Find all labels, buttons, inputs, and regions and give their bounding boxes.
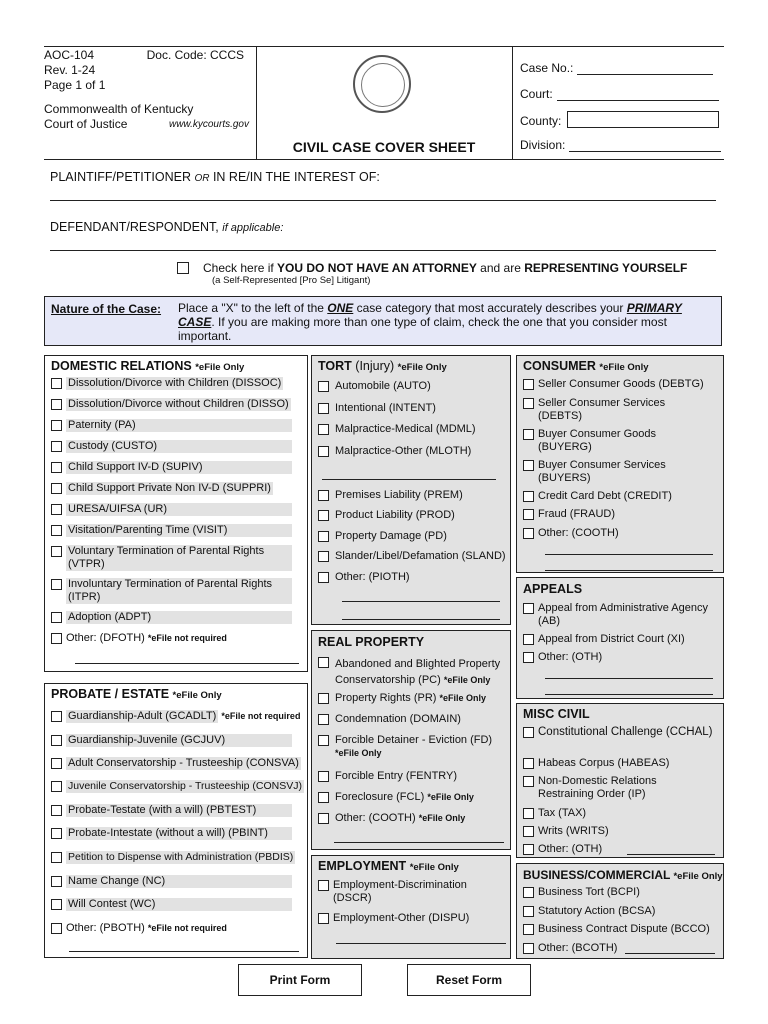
pboth-checkbox[interactable] <box>51 923 62 934</box>
ip-checkbox[interactable] <box>523 776 534 787</box>
pioth-input[interactable] <box>342 600 500 602</box>
reset-form-button[interactable]: Reset Form <box>407 964 531 996</box>
checkbox-label: Other: (OTH) <box>538 651 603 663</box>
pro-se-note: (a Self-Represented [Pro Se] Litigant) <box>212 275 371 286</box>
section-title: BUSINESS/COMMERCIAL *eFile Only <box>523 868 723 882</box>
checkbox-label: Employment-Other (DISPU) <box>333 912 470 924</box>
checkbox-label: Statutory Action (BCSA) <box>538 905 656 917</box>
writs-checkbox[interactable] <box>523 826 534 837</box>
checkbox-label: Probate-Testate (with a will) (PBTEST) <box>66 804 292 817</box>
page-count: Page 1 of 1 <box>44 78 106 92</box>
dispu-checkbox[interactable] <box>318 913 329 924</box>
checkbox-label: Adoption (ADPT) <box>66 611 292 624</box>
checkbox-label: Other: (DFOTH) <box>66 632 145 644</box>
fraud-checkbox[interactable] <box>523 509 534 520</box>
checkbox-label: Business Contract Dispute (BCCO) <box>538 923 710 935</box>
section-title: TORT (Injury) *eFile Only <box>318 359 447 373</box>
checkbox-label: Probate-Intestate (without a will) (PBINT) <box>66 827 292 840</box>
buyers-checkbox[interactable] <box>523 460 534 471</box>
checkbox-label: Business Tort (BCPI) <box>538 886 640 898</box>
checkbox-label: Forcible Detainer - Eviction (FD) *eFile Only <box>335 734 493 758</box>
kentucky-seal <box>353 55 411 113</box>
checkbox-label: Child Support Private Non IV-D (SUPPRI) <box>68 482 271 494</box>
pbdis-checkbox[interactable] <box>51 852 62 863</box>
domestic-relations-section <box>44 355 308 672</box>
case-number-field[interactable]: Case No.: <box>520 61 713 75</box>
checkbox-label: Non-Domestic Relations Restraining Order (IP) <box>538 775 657 800</box>
gcjuv-checkbox[interactable] <box>51 735 62 746</box>
consvj-checkbox[interactable] <box>51 781 62 792</box>
probate-estate-section <box>44 683 308 958</box>
pbint-checkbox[interactable] <box>51 828 62 839</box>
checkbox-label: Forcible Entry (FENTRY) <box>335 770 458 782</box>
checkbox-label: Intentional (INTENT) <box>335 402 436 414</box>
website: www.kycourts.gov <box>168 119 249 130</box>
checkbox-label: Other: (COOTH) <box>538 527 619 539</box>
checkbox-label: Other: (PBOTH) <box>66 922 145 934</box>
checkbox-label: Other: (COOTH) *eFile Only <box>335 812 466 824</box>
employment-section <box>311 855 511 959</box>
wc-checkbox[interactable] <box>51 899 62 910</box>
checkbox-label: Custody (CUSTO) <box>66 440 292 453</box>
checkbox-label: Malpractice-Medical (MDML) <box>335 423 476 435</box>
oth-appeals-input-2[interactable] <box>545 693 713 695</box>
court-field[interactable]: Court: <box>520 87 719 101</box>
form-identification <box>44 48 256 132</box>
bcco-checkbox[interactable] <box>523 924 534 935</box>
prod-checkbox[interactable] <box>318 510 329 521</box>
tax-checkbox[interactable] <box>523 808 534 819</box>
oth-appeals-input[interactable] <box>545 677 713 679</box>
checkbox-label: Voluntary Termination of Parental Rights (VTPR) <box>66 545 292 571</box>
efile-note: *eFile not required <box>147 633 227 643</box>
checkbox-label: Property Damage (PD) <box>335 530 447 542</box>
fcl-checkbox[interactable] <box>318 792 329 803</box>
pa-checkbox[interactable] <box>51 420 62 431</box>
pbtest-checkbox[interactable] <box>51 805 62 816</box>
checkbox-label: Premises Liability (PREM) <box>335 489 463 501</box>
bcoth-input[interactable] <box>625 952 715 954</box>
custo-checkbox[interactable] <box>51 441 62 452</box>
oth-misc-checkbox[interactable] <box>523 844 534 855</box>
checkbox-label: Appeal from District Court (XI) <box>538 633 685 645</box>
nature-of-case <box>44 296 722 346</box>
dfoth-input[interactable] <box>75 662 299 664</box>
efile-note: *eFile not required <box>147 923 227 933</box>
itpr-checkbox[interactable] <box>51 579 62 590</box>
print-form-button[interactable]: Print Form <box>238 964 362 996</box>
xi-checkbox[interactable] <box>523 634 534 645</box>
checkbox-label: Juvenile Conservatorship - Trusteeship (CONSVJ) <box>68 780 303 792</box>
oth-misc-input[interactable] <box>627 853 715 855</box>
checkbox-label: Other: (BCOTH) <box>538 942 618 954</box>
section-title: REAL PROPERTY <box>318 635 425 649</box>
real-property-section <box>311 630 511 850</box>
pro-se-label: Check here if YOU DO NOT HAVE AN ATTORNEY and are REPRESENTING YOURSELF <box>203 261 688 275</box>
section-title: CONSUMER *eFile Only <box>523 359 649 373</box>
checkbox-label: Name Change (NC) <box>66 875 292 888</box>
checkbox-label: Child Support IV-D (SUPIV) <box>66 461 292 474</box>
form-title: CIVIL CASE COVER SHEET <box>292 139 476 155</box>
section-title: MISC CIVIL <box>523 707 590 721</box>
domain-checkbox[interactable] <box>318 714 329 725</box>
bcpi-checkbox[interactable] <box>523 887 534 898</box>
pd-checkbox[interactable] <box>318 531 329 542</box>
checkbox-label: Guardianship-Adult (GCADLT) <box>68 710 217 722</box>
debtg-checkbox[interactable] <box>523 379 534 390</box>
misc-civil-section <box>516 703 724 858</box>
checkbox-label: Constitutional Challenge (CCHAL) <box>538 726 713 738</box>
checkbox-label: Credit Card Debt (CREDIT) <box>538 490 672 502</box>
checkbox-label: Visitation/Parenting Time (VISIT) <box>66 524 292 537</box>
nature-instructions: Place a "X" to the left of the ONE case category that most accurately describes your PRIMARY CASE. If you are making more than one type of claim, check the one that you consider most important. <box>178 301 682 343</box>
checkbox-label: Seller Consumer Goods (DEBTG) <box>538 378 704 390</box>
checkbox-label: URESA/UIFSA (UR) <box>66 503 292 516</box>
checkbox-label: Will Contest (WC) <box>66 898 292 911</box>
court-of-justice: Court of Justice <box>44 117 128 131</box>
checkbox-label: Product Liability (PROD) <box>335 509 455 521</box>
cooth-input-2[interactable] <box>545 569 713 571</box>
disso-checkbox[interactable] <box>51 399 62 410</box>
section-title: DOMESTIC RELATIONS *eFile Only <box>51 359 245 373</box>
supiv-checkbox[interactable] <box>51 462 62 473</box>
section-title: EMPLOYMENT *eFile Only <box>318 859 459 873</box>
pro-se-checkbox[interactable] <box>177 262 189 274</box>
header-divider <box>512 46 513 160</box>
nc-checkbox[interactable] <box>51 876 62 887</box>
auto-checkbox[interactable] <box>318 381 329 392</box>
checkbox-label: Employment-Discrimination (DSCR) <box>333 879 467 904</box>
mdml-checkbox[interactable] <box>318 424 329 435</box>
section-title: PROBATE / ESTATE *eFile Only <box>51 687 222 701</box>
mloth-input[interactable] <box>322 478 496 480</box>
checkbox-label: Appeal from Administrative Agency (AB) <box>538 602 708 627</box>
dispu-input[interactable] <box>336 942 506 944</box>
gcadlt-checkbox[interactable] <box>51 711 62 722</box>
checkbox-label: Other: (OTH) <box>538 843 603 855</box>
business-commercial-section <box>516 863 724 959</box>
mloth-checkbox[interactable] <box>318 446 329 457</box>
pboth-input[interactable] <box>69 950 299 952</box>
dfoth-checkbox[interactable] <box>51 633 62 644</box>
suppri-checkbox[interactable] <box>51 483 62 494</box>
pr-checkbox[interactable] <box>318 693 329 704</box>
adpt-checkbox[interactable] <box>51 612 62 623</box>
pioth-input-2[interactable] <box>342 618 500 620</box>
ur-checkbox[interactable] <box>51 504 62 515</box>
checkbox-label: Dissolution/Divorce without Children (DISSO) <box>68 398 289 410</box>
division-field[interactable]: Division: <box>520 138 721 152</box>
fentry-checkbox[interactable] <box>318 771 329 782</box>
checkbox-label: Buyer Consumer Goods (BUYERG) <box>538 428 656 453</box>
checkbox-label: Involuntary Termination of Parental Rights (ITPR) <box>66 578 292 604</box>
debts-checkbox[interactable] <box>523 398 534 409</box>
county-field[interactable]: County: <box>520 111 719 128</box>
intent-checkbox[interactable] <box>318 403 329 414</box>
buyerg-checkbox[interactable] <box>523 429 534 440</box>
pc-checkbox[interactable] <box>318 657 329 668</box>
bcoth-checkbox[interactable] <box>523 943 534 954</box>
checkbox-label: Paternity (PA) <box>66 419 292 432</box>
checkbox-label: Dissolution/Divorce with Children (DISSOC) <box>68 377 282 389</box>
bcsa-checkbox[interactable] <box>523 906 534 917</box>
nature-label: Nature of the Case: <box>51 302 162 316</box>
sland-checkbox[interactable] <box>318 551 329 562</box>
checkbox-label: Petition to Dispense with Administration (PBDIS) <box>68 851 294 863</box>
doc-code: Doc. Code: CCCS <box>146 48 244 62</box>
checkbox-label: Habeas Corpus (HABEAS) <box>538 757 670 769</box>
tort-section <box>311 355 511 625</box>
prem-checkbox[interactable] <box>318 490 329 501</box>
credit-checkbox[interactable] <box>523 491 534 502</box>
defendant-label: DEFENDANT/RESPONDENT, if applicable: <box>50 220 284 234</box>
checkbox-label: Guardianship-Juvenile (GCJUV) <box>66 734 292 747</box>
cooth-checkbox[interactable] <box>523 528 534 539</box>
efile-note: *eFile not required <box>221 711 301 721</box>
checkbox-label: Other: (PIOTH) <box>335 571 410 583</box>
checkbox-label: Abandoned and Blighted Property Conservatorship (PC) *eFile Only <box>335 658 501 686</box>
oth-appeals-checkbox[interactable] <box>523 652 534 663</box>
checkbox-label: Seller Consumer Services (DEBTS) <box>538 397 666 422</box>
appeals-section <box>516 577 724 699</box>
commonwealth: Commonwealth of Kentucky <box>44 102 194 116</box>
checkbox-label: Writs (WRITS) <box>538 825 609 837</box>
checkbox-label: Automobile (AUTO) <box>335 380 431 392</box>
dissoc-checkbox[interactable] <box>51 378 62 389</box>
dscr-checkbox[interactable] <box>318 880 329 891</box>
header-bottom-rule <box>44 159 724 160</box>
cooth-rp-checkbox[interactable] <box>318 813 329 824</box>
section-title: APPEALS <box>523 582 583 596</box>
fd-checkbox[interactable] <box>318 735 329 746</box>
habeas-checkbox[interactable] <box>523 758 534 769</box>
cchal-checkbox[interactable] <box>523 727 534 738</box>
checkbox-label: Slander/Libel/Defamation (SLAND) <box>335 550 506 562</box>
cooth-rp-input[interactable] <box>334 841 504 843</box>
defendant-input[interactable] <box>50 249 716 251</box>
checkbox-label: Property Rights (PR) *eFile Only <box>335 692 487 704</box>
pioth-checkbox[interactable] <box>318 572 329 583</box>
revision: Rev. 1-24 <box>44 63 96 77</box>
checkbox-label: Buyer Consumer Services (BUYERS) <box>538 459 666 484</box>
checkbox-label: Malpractice-Other (MLOTH) <box>335 445 472 457</box>
vtpr-checkbox[interactable] <box>51 546 62 557</box>
plaintiff-label: PLAINTIFF/PETITIONER OR IN RE/IN THE INTEREST OF: <box>50 170 380 184</box>
checkbox-label: Foreclosure (FCL) *eFile Only <box>335 791 474 803</box>
cooth-input[interactable] <box>545 553 713 555</box>
ab-checkbox[interactable] <box>523 603 534 614</box>
form-number: AOC-104 <box>44 48 95 62</box>
checkbox-label: Tax (TAX) <box>538 807 587 819</box>
checkbox-label: Fraud (FRAUD) <box>538 508 616 520</box>
checkbox-label: Adult Conservatorship - Trusteeship (CONSVA) <box>68 757 299 769</box>
checkbox-label: Condemnation (DOMAIN) <box>335 713 461 725</box>
consva-checkbox[interactable] <box>51 758 62 769</box>
plaintiff-input[interactable] <box>50 199 716 201</box>
consumer-section <box>516 355 724 573</box>
visit-checkbox[interactable] <box>51 525 62 536</box>
